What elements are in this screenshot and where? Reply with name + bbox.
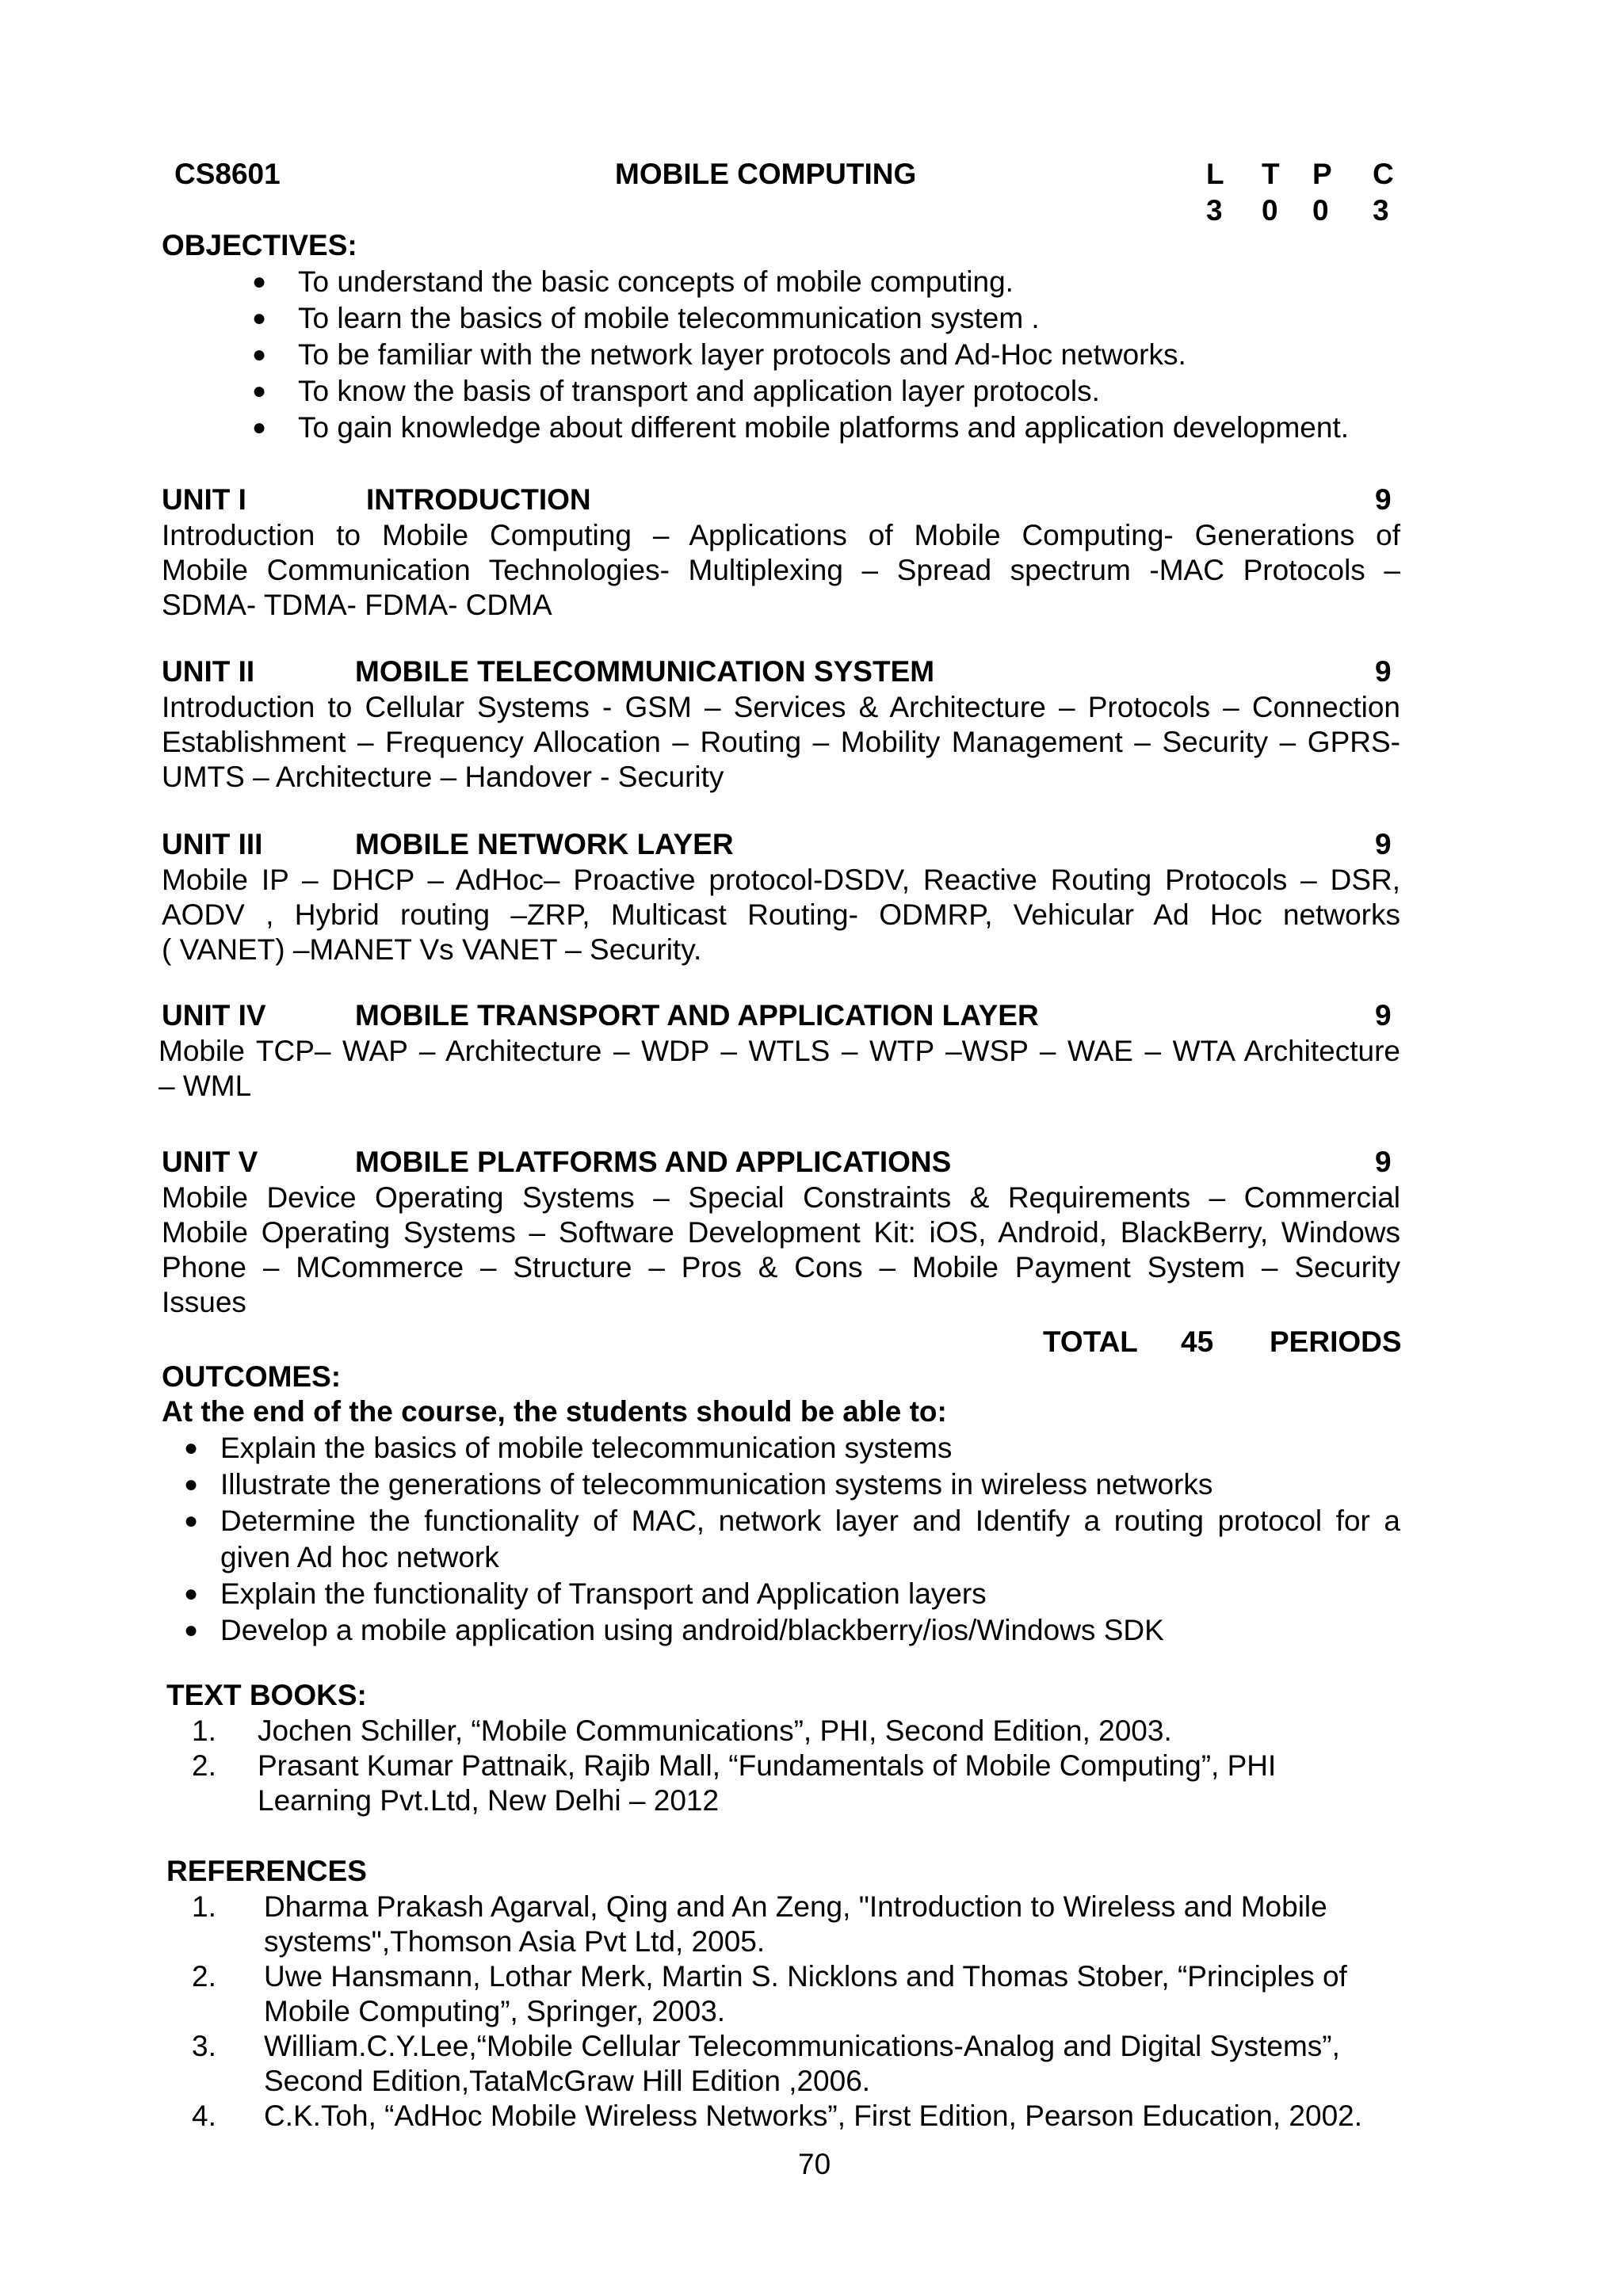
unit-label: UNIT I (162, 483, 246, 516)
text-books-list (192, 1714, 1277, 1818)
unit-title: MOBILE TRANSPORT AND APPLICATION LAYER (355, 999, 1039, 1032)
total-unit: PERIODS (1270, 1325, 1402, 1358)
ltpc-value-l: 3 (1206, 194, 1223, 227)
ltpc-value-t: 0 (1262, 194, 1278, 227)
list-item: ● Explain the functionality of Transport and Application layers (220, 1576, 1400, 1612)
unit-description: Introduction to Cellular Systems - GSM – Services & Architecture – Protocols – Connection Establishment – Frequency Allocation – Routing – Mobility Management – Security – GPRS- UMTS – Architecture – Handover - Security (162, 691, 1400, 793)
ltpc-value-p: 0 (1312, 194, 1329, 227)
total-value: 45 (1181, 1325, 1214, 1358)
unit-hours: 9 (1375, 483, 1392, 516)
objectives-list (252, 264, 1350, 446)
list-item: ● Determine the functionality of MAC, network layer and Identify a routing protocol for a given Ad hoc network (184, 1505, 1400, 1573)
list-item: ● To learn the basics of mobile telecommunication system . (298, 300, 1349, 337)
list-item: ● To know the basis of transport and application layer protocols. (298, 373, 1349, 410)
list-item: ● Illustrate the generations of telecommunication systems in wireless networks (220, 1466, 1400, 1503)
unit-description: Mobile IP – DHCP – AdHoc– Proactive protocol-DSDV, Reactive Routing Protocols – DSR, AODV , Hybrid routing –ZRP, Multicast Routing- ODMRP, Vehicular Ad Hoc networks ( VANET) –MANET Vs VANET – Security. (162, 864, 1400, 966)
outcomes-heading: OUTCOMES: (162, 1360, 342, 1393)
bullet-icon: ● (252, 305, 267, 331)
unit-label: UNIT V (162, 1146, 258, 1178)
total-label: TOTAL (1043, 1325, 1138, 1358)
bullet-icon: ● (252, 269, 267, 295)
list-item: ● To understand the basic concepts of mobile computing. (298, 264, 1349, 300)
unit-hours: 9 (1375, 1146, 1392, 1178)
ltpc-label-c: C (1373, 158, 1394, 190)
unit-title: MOBILE TELECOMMUNICATION SYSTEM (355, 655, 935, 688)
unit-description: Mobile TCP– WAP – Architecture – WDP – WTLS – WTP –WSP – WAE – WTA Architecture – WML (158, 1035, 1400, 1102)
unit-hours: 9 (1375, 655, 1392, 688)
unit-title: INTRODUCTION (366, 483, 591, 516)
list-item: 1. Jochen Schiller, “Mobile Communications”, PHI, Second Edition, 2003. (192, 1714, 1172, 1747)
ltpc-label-l: L (1206, 158, 1224, 190)
course-title: MOBILE COMPUTING (615, 158, 917, 190)
outcomes-list (184, 1430, 1400, 1649)
text-books-heading: TEXT BOOKS: (166, 1679, 367, 1711)
bullet-icon: ● (184, 1435, 199, 1461)
list-item: 1. Dharma Prakash Agarval, Qing and An Zeng, "Introduction to Wireless and Mobile systems",Thomson Asia Pvt Ltd, 2005. (192, 1890, 1327, 1958)
unit-description: Introduction to Mobile Computing – Applications of Mobile Computing- Generations of Mobile Communication Technologies- Multiplexing – Spread spectrum -MAC Protocols – SDMA- TDMA- FDMA- CDMA (162, 519, 1400, 621)
course-code: CS8601 (174, 158, 281, 190)
list-item: 2. Prasant Kumar Pattnaik, Rajib Mall, “Fundamentals of Mobile Computing”, PHI Learning Pvt.Ltd, New Delhi – 2012 (192, 1749, 1277, 1817)
list-item: ● To be familiar with the network layer protocols and Ad-Hoc networks. (298, 337, 1349, 373)
bullet-icon: ● (184, 1617, 199, 1643)
unit-label: UNIT IV (162, 999, 266, 1032)
bullet-icon: ● (184, 1471, 199, 1497)
references-heading: REFERENCES (166, 1855, 367, 1887)
ltpc-value-c: 3 (1373, 194, 1389, 227)
bullet-icon: ● (252, 378, 267, 404)
list-item: 3. William.C.Y.Lee,“Mobile Cellular Telecommunications-Analog and Digital Systems”, Second Edition,TataMcGraw Hill Edition ,2006. (192, 2030, 1340, 2097)
bullet-icon: ● (184, 1508, 199, 1534)
unit-label: UNIT II (162, 655, 255, 688)
page-number: 70 (798, 2148, 831, 2180)
list-item: ● To gain knowledge about different mobile platforms and application development. (298, 410, 1349, 446)
bullet-icon: ● (252, 414, 267, 441)
list-item: 2. Uwe Hansmann, Lothar Merk, Martin S. Nicklons and Thomas Stober, “Principles of Mobile Computing”, Springer, 2003. (192, 1960, 1347, 2027)
unit-description: Mobile Device Operating Systems – Special Constraints & Requirements – Commercial Mobile Operating Systems – Software Development Kit: iOS, Android, BlackBerry, Windows Phone – MCommerce – Structure – Pros & Cons – Mobile Payment System – Security Issues (162, 1181, 1400, 1318)
ltpc-label-p: P (1312, 158, 1332, 190)
unit-label: UNIT III (162, 828, 263, 860)
ltpc-label-t: T (1262, 158, 1280, 190)
list-item: ● Explain the basics of mobile telecommunication systems (220, 1430, 1400, 1466)
list-item: ● Develop a mobile application using android/blackberry/ios/Windows SDK (220, 1612, 1400, 1649)
references-list (192, 1890, 1363, 2134)
outcomes-intro: At the end of the course, the students should be able to: (162, 1395, 947, 1428)
bullet-icon: ● (184, 1581, 199, 1607)
unit-title: MOBILE NETWORK LAYER (355, 828, 734, 860)
objectives-heading: OBJECTIVES: (162, 229, 357, 261)
bullet-icon: ● (252, 341, 267, 368)
list-item: 4. C.K.Toh, “AdHoc Mobile Wireless Networks”, First Edition, Pearson Education, 2002. (192, 2100, 1363, 2132)
unit-hours: 9 (1375, 828, 1392, 860)
unit-title: MOBILE PLATFORMS AND APPLICATIONS (355, 1146, 952, 1178)
unit-hours: 9 (1375, 999, 1392, 1032)
